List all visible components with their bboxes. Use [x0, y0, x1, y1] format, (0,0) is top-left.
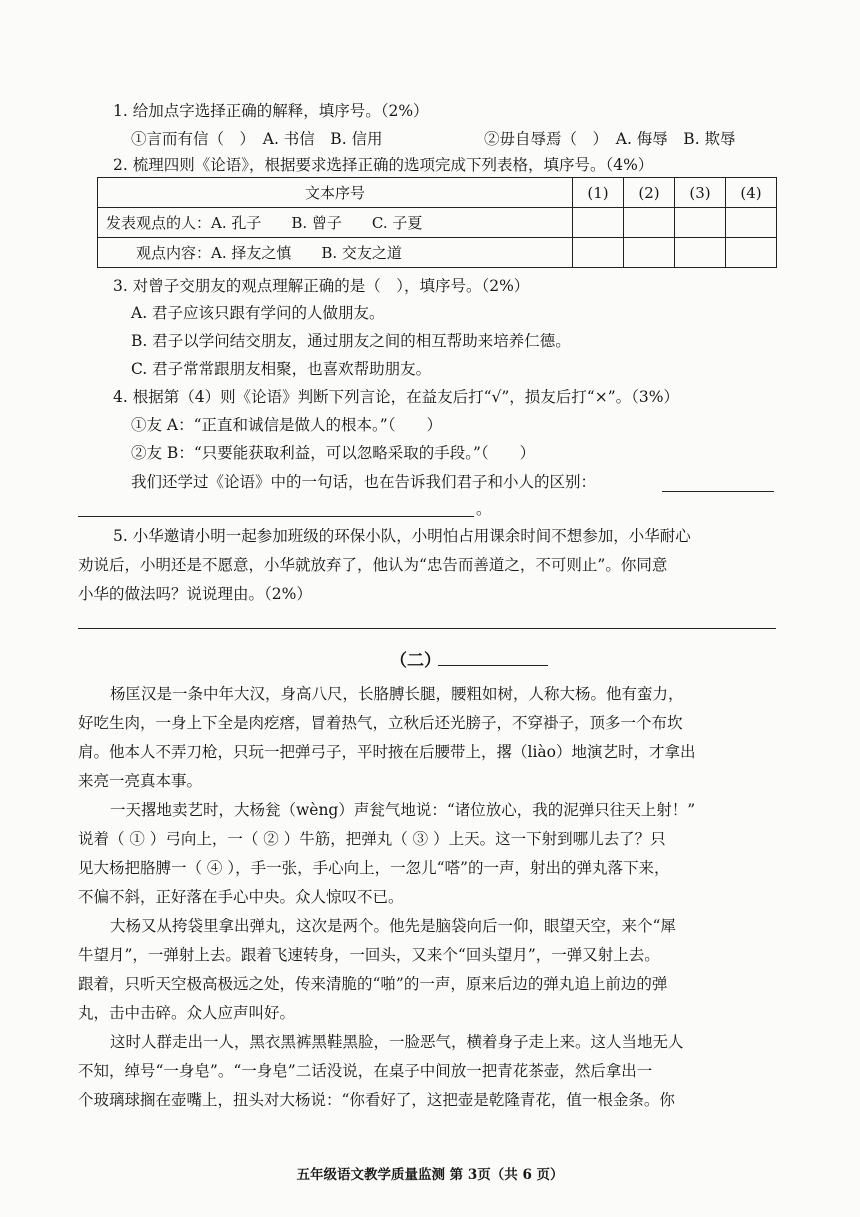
q4-end-mark: 。: [476, 500, 492, 518]
q1-title: 1. 给加点字选择正确的解释，填序号。（2%）: [113, 102, 429, 120]
passage-paragraph-2: 一天撂地卖艺时，大杨瓮（wèng）声瓮气地说：“诸位放心，我的泥弹只往天上射！” 说着（ ① ）弓向上，一（ ② ）牛筋，把弹丸（ ③ ）上天。这一下射到哪儿去了？只 见大杨把胳膊一（ ④ ），手一张，手心向上，一忽儿“嗒”的一声，射出的弹丸落下来， 不偏不斜，正好落在手心中央。众人惊叹不已。: [78, 801, 696, 906]
answer-cell[interactable]: [573, 238, 624, 268]
q4-title: 4. 根据第（4）则《论语》判断下列言论，在益友后打“√”，损友后打“×”。（3%）: [113, 388, 679, 406]
q4-friend-a: ①友 A：“正直和诚信是做人的根本。”（ ）: [131, 416, 442, 434]
q3-option-c: C. 君子常常跟朋友相聚，也喜欢帮助朋友。: [131, 360, 432, 378]
table-col-2: (2): [624, 178, 675, 208]
answer-cell[interactable]: [726, 208, 777, 238]
q1-item-1: ①言而有信（ ） A. 书信 B. 信用: [131, 130, 383, 148]
q4-extra-question: 我们还学过《论语》中的一句话，也在告诉我们君子和小人的区别：: [131, 473, 597, 491]
answer-cell[interactable]: [624, 238, 675, 268]
q2-title: 2. 梳理四则《论语》，根据要求选择正确的选项完成下列表格，填序号。（4%）: [113, 156, 654, 174]
answer-cell[interactable]: [675, 208, 726, 238]
table-col-4: (4): [726, 178, 777, 208]
page-footer: 五年级语文教学质量监测 第 3页（共 6 页）: [296, 1167, 564, 1183]
q4-friend-b: ②友 B：“只要能获取利益，可以忽略采取的手段。”（ ）: [131, 444, 536, 462]
section-2-title: （二）: [390, 651, 441, 671]
section-title-blank[interactable]: [438, 665, 548, 666]
q5-line-3: 小华的做法吗？说说理由。（2%）: [78, 585, 312, 603]
table-row: [98, 238, 777, 268]
q1-item-2: ②毋自辱焉（ ） A. 侮辱 B. 欺辱: [484, 130, 736, 148]
table-row: [98, 208, 777, 238]
passage-paragraph-4: 这时人群走出一人，黑衣黑裤黑鞋黑脸，一脸恶气，横着身子走上来。这人当地无人 不知，绰号“一身皂”。“一身皂”二话没说，在桌子中间放一把青花茶壶，然后拿出一 个玻璃球搁在壶嘴上，扭头对大杨说：“你看好了，这把壶是乾隆青花，值一根金条。你: [78, 1033, 684, 1109]
q3-option-a: A. 君子应该只跟有学问的人做朋友。: [131, 304, 385, 322]
q5-line-1: 5. 小华邀请小明一起参加班级的环保小队，小明怕占用课余时间不想参加，小华耐心: [113, 527, 691, 545]
row-speaker-label: 发表观点的人：A. 孔子 B. 曾子 C. 子夏: [98, 208, 573, 238]
passage-paragraph-1: 杨匡汉是一条中年大汉，身高八尺，长胳膊长腿，腰粗如树，人称大杨。他有蛮力， 好吃生肉，一身上下全是肉疙瘩，冒着热气，立秋后还光膀子，不穿褂子，顶多一个布坎 肩。他本人不弄刀枪，只玩一把弹弓子，平时掖在后腰带上，撂（liào）地演艺时，才拿出 来亮一亮真本事。: [78, 685, 696, 790]
answer-line[interactable]: [662, 491, 774, 492]
table-col-3: (3): [675, 178, 726, 208]
q5-line-2: 劝说后，小明还是不愿意，小华就放弃了，他认为“忠告而善道之，不可则止”。你同意: [78, 556, 668, 574]
q2-table: [97, 177, 777, 268]
row-content-label: 观点内容：A. 择友之慎 B. 交友之道: [98, 238, 573, 268]
table-header-label: 文本序号: [98, 178, 573, 208]
answer-line[interactable]: [78, 628, 776, 629]
q3-option-b: B. 君子以学问结交朋友，通过朋友之间的相互帮助来培养仁德。: [131, 332, 571, 350]
table-col-1: (1): [573, 178, 624, 208]
answer-cell[interactable]: [675, 238, 726, 268]
answer-cell[interactable]: [573, 208, 624, 238]
q3-title: 3. 对曾子交朋友的观点理解正确的是（ ），填序号。（2%）: [113, 277, 530, 295]
answer-cell[interactable]: [624, 208, 675, 238]
answer-line[interactable]: [78, 516, 474, 517]
passage-paragraph-3: 大杨又从挎袋里拿出弹丸，这次是两个。他先是脑袋向后一仰，眼望天空，来个“犀 牛望月”，一弹射上去。跟着飞速转身，一回头，又来个“回头望月”，一弹又射上去。 跟着，只听天空极高极远之处，传来清脆的“啪”的一声，原来后边的弹丸追上前边的弹 丸，击中击碎。众人应声叫好。: [78, 917, 676, 1022]
answer-cell[interactable]: [726, 238, 777, 268]
table-row: [98, 178, 777, 208]
